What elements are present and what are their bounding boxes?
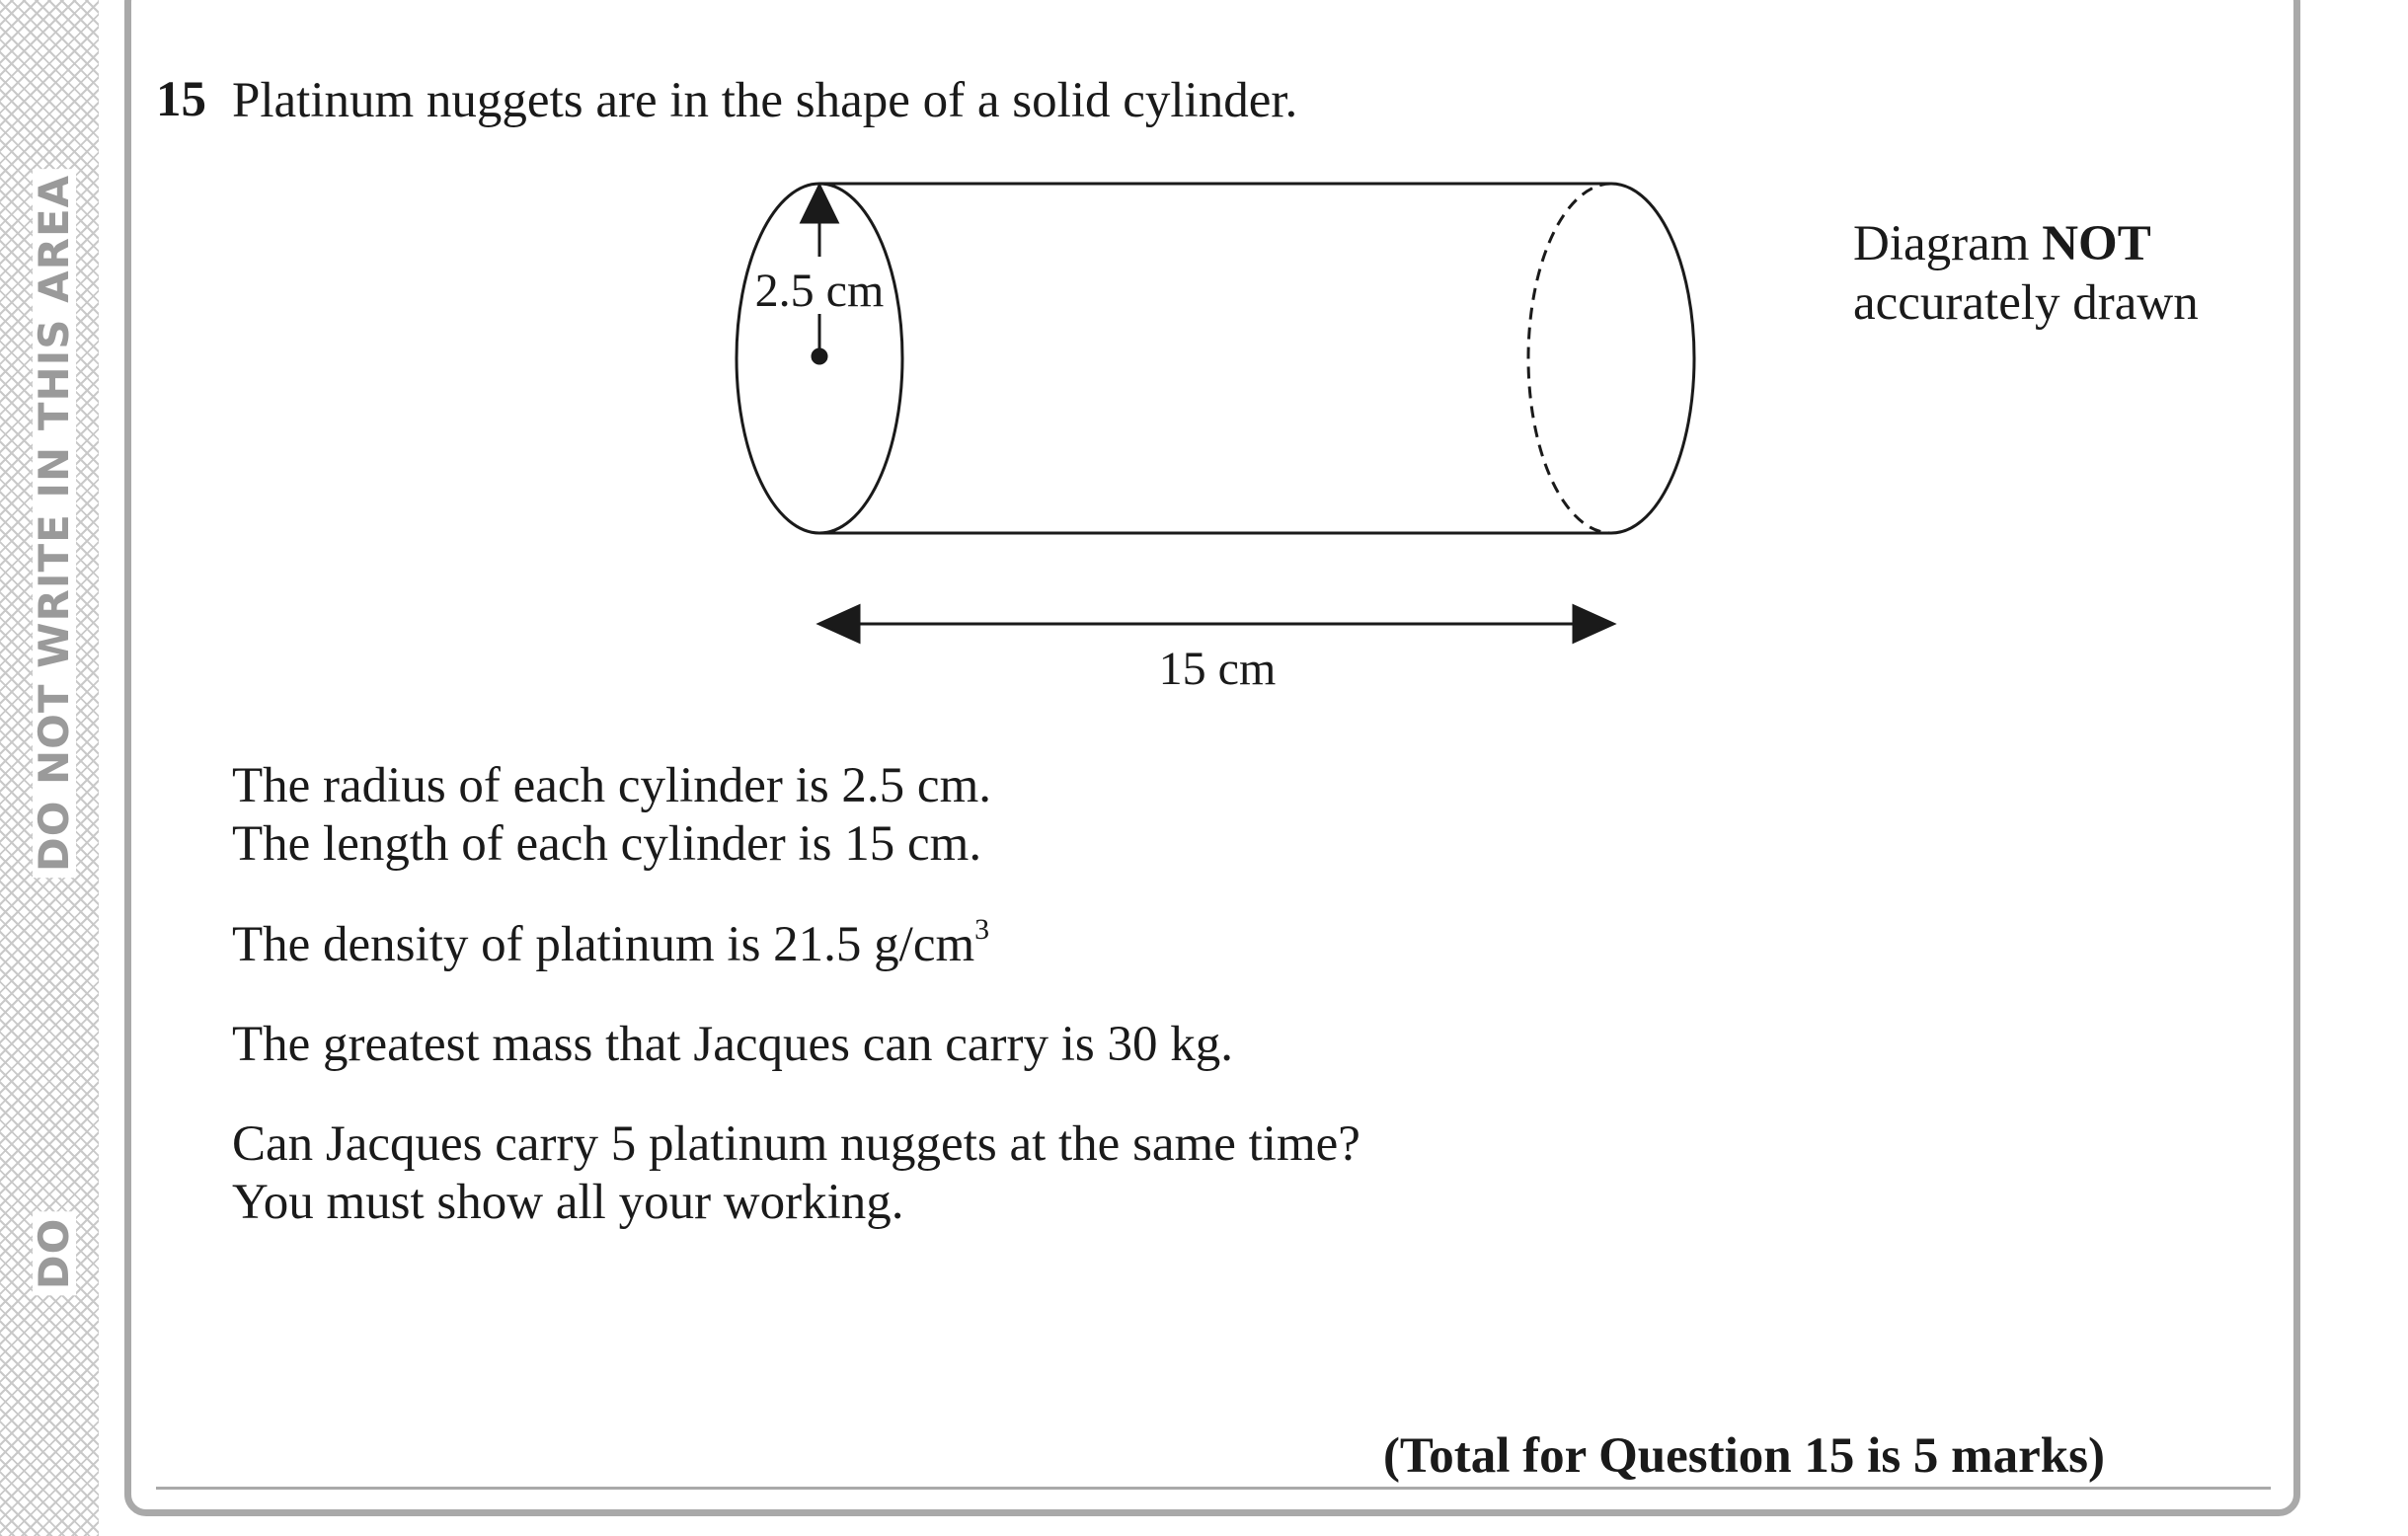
cylinder-back-face-visible: [1611, 184, 1694, 533]
working-instruction: You must show all your working.: [232, 1175, 904, 1230]
diagram-note-text: Diagram: [1853, 216, 2043, 271]
radius-statement: The radius of each cylinder is 2.5 cm.: [232, 758, 991, 813]
margin-warning-label-partial: DO: [33, 1212, 76, 1296]
radius-arrowhead: [802, 186, 837, 222]
question-intro: Platinum nuggets are in the shape of a solid cylinder.: [232, 73, 1298, 128]
density-exponent: 3: [974, 913, 990, 946]
cylinder-back-face-hidden: [1528, 184, 1611, 533]
density-text: The density of platinum is 21.5 g/cm: [232, 917, 975, 972]
center-point: [813, 349, 826, 363]
total-marks: (Total for Question 15 is 5 marks): [1382, 1428, 2105, 1484]
mass-statement: The greatest mass that Jacques can carry is 30 kg.: [232, 1017, 1233, 1072]
diagram-note-text-2: accurately drawn: [1853, 275, 2199, 331]
length-arrowhead-left: [819, 606, 859, 642]
cylinder-shape: [737, 184, 1694, 533]
length-statement: The length of each cylinder is 15 cm.: [232, 816, 982, 872]
length-arrowhead-right: [1574, 606, 1613, 642]
margin-warning-label: DO NOT WRITE IN THIS AREA: [33, 169, 76, 878]
radius-label: 2.5 cm: [754, 265, 885, 317]
question-number: 15: [156, 72, 206, 127]
question-prompt: Can Jacques carry 5 platinum nuggets at the same time?: [232, 1116, 1360, 1172]
diagram-note: [1853, 214, 2199, 333]
density-statement: [232, 913, 990, 980]
length-label: 15 cm: [1158, 643, 1277, 695]
length-marker: [819, 606, 1613, 642]
diagram-note-emphasis: NOT: [2042, 216, 2151, 271]
